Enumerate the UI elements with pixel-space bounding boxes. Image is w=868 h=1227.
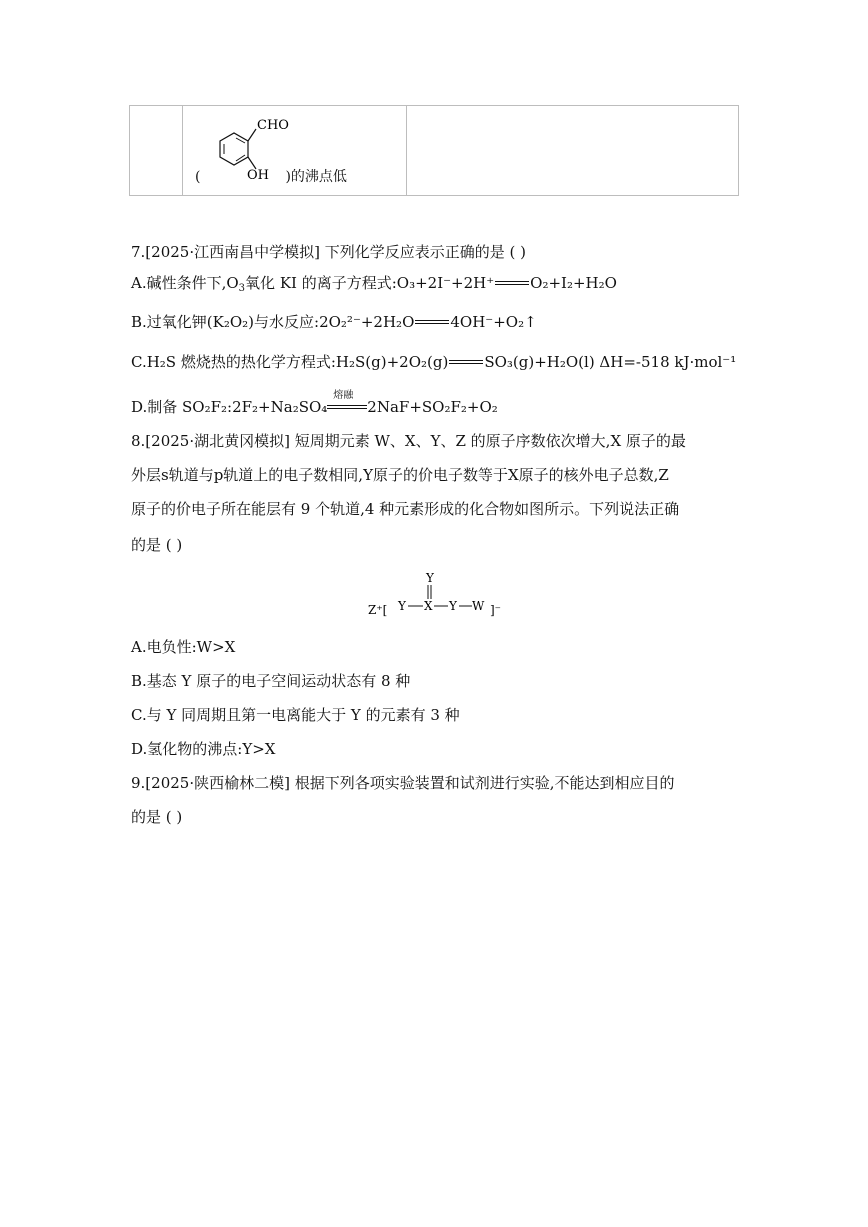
- q7-option-c: C.H₂S 燃烧热的热化学方程式:H₂S(g)+2O₂(g) SO₃(g)+H₂O(l) ΔH=-518 kJ·mol⁻¹: [131, 353, 737, 371]
- compound-structure: [368, 570, 508, 620]
- equals-sign: [495, 281, 529, 287]
- reaction-condition: [327, 390, 367, 417]
- equals-sign: [415, 320, 449, 326]
- q9-line1: 9.[2025·陕西榆林二模] 根据下列各项实验装置和试剂进行实验,不能达到相应目的: [131, 774, 675, 792]
- q8-option-c: C.与 Y 同周期且第一电离能大于 Y 的元素有 3 种: [131, 706, 460, 724]
- q8-line3: 原子的价电子所在能层有 9 个轨道,4 种元素形成的化合物如图所示。下列说法正确: [131, 500, 680, 518]
- q7-option-b: B.过氧化钾(K₂O₂)与水反应:2O₂²⁻+2H₂O 4OH⁻+O₂↑: [131, 313, 537, 331]
- svg-text:Z⁺[: Z⁺[: [368, 603, 388, 617]
- q8-option-a: A.电负性:W>X: [131, 638, 236, 656]
- q7-option-a: A.碱性条件下$,O_3$氧化 KI 的离子方程式:O₃+2I⁻+2H⁺ O₂+I₂+H₂O: [131, 274, 617, 294]
- svg-text:W: W: [472, 599, 485, 613]
- q9-line2: 的是 ( ): [131, 808, 183, 826]
- svg-text:Y: Y: [426, 571, 434, 585]
- svg-text:Y: Y: [449, 599, 457, 613]
- cell-open: (: [195, 169, 201, 185]
- equals-sign: [449, 360, 483, 366]
- q7-option-d: D.制备 SO₂F₂:2F₂+Na₂SO₄ 熔融 2NaF+SO₂F₂+O₂: [131, 396, 498, 418]
- oh-label: OH: [247, 168, 269, 183]
- cell-close: )的沸点低: [285, 169, 347, 185]
- q8-option-d: D.氢化物的沸点:Y>X: [131, 740, 276, 758]
- svg-text:X: X: [424, 599, 433, 613]
- cho-label: CHO: [257, 118, 289, 133]
- svg-text:]⁻: ]⁻: [490, 603, 502, 617]
- q8-line2: 外层s轨道与p轨道上的电子数相同,Y原子的价电子数等于X原子的核外电子总数,Z: [131, 466, 669, 484]
- svg-text:Y: Y: [398, 599, 406, 613]
- q8-option-b: B.基态 Y 原子的电子空间运动状态有 8 种: [131, 672, 411, 690]
- q8-line1: 8.[2025·湖北黄冈模拟] 短周期元素 W、X、Y、Z 的原子序数依次增大,X 原子的最: [131, 432, 686, 450]
- cell-text: [195, 166, 347, 186]
- table-divider: [406, 106, 407, 195]
- q8-line4: 的是 ( ): [131, 536, 183, 554]
- condition-label: 熔融: [333, 390, 354, 401]
- q7-stem: 7.[2025·江西南昌中学模拟] 下列化学反应表示正确的是 ( ): [131, 243, 526, 261]
- table-divider: [182, 106, 183, 195]
